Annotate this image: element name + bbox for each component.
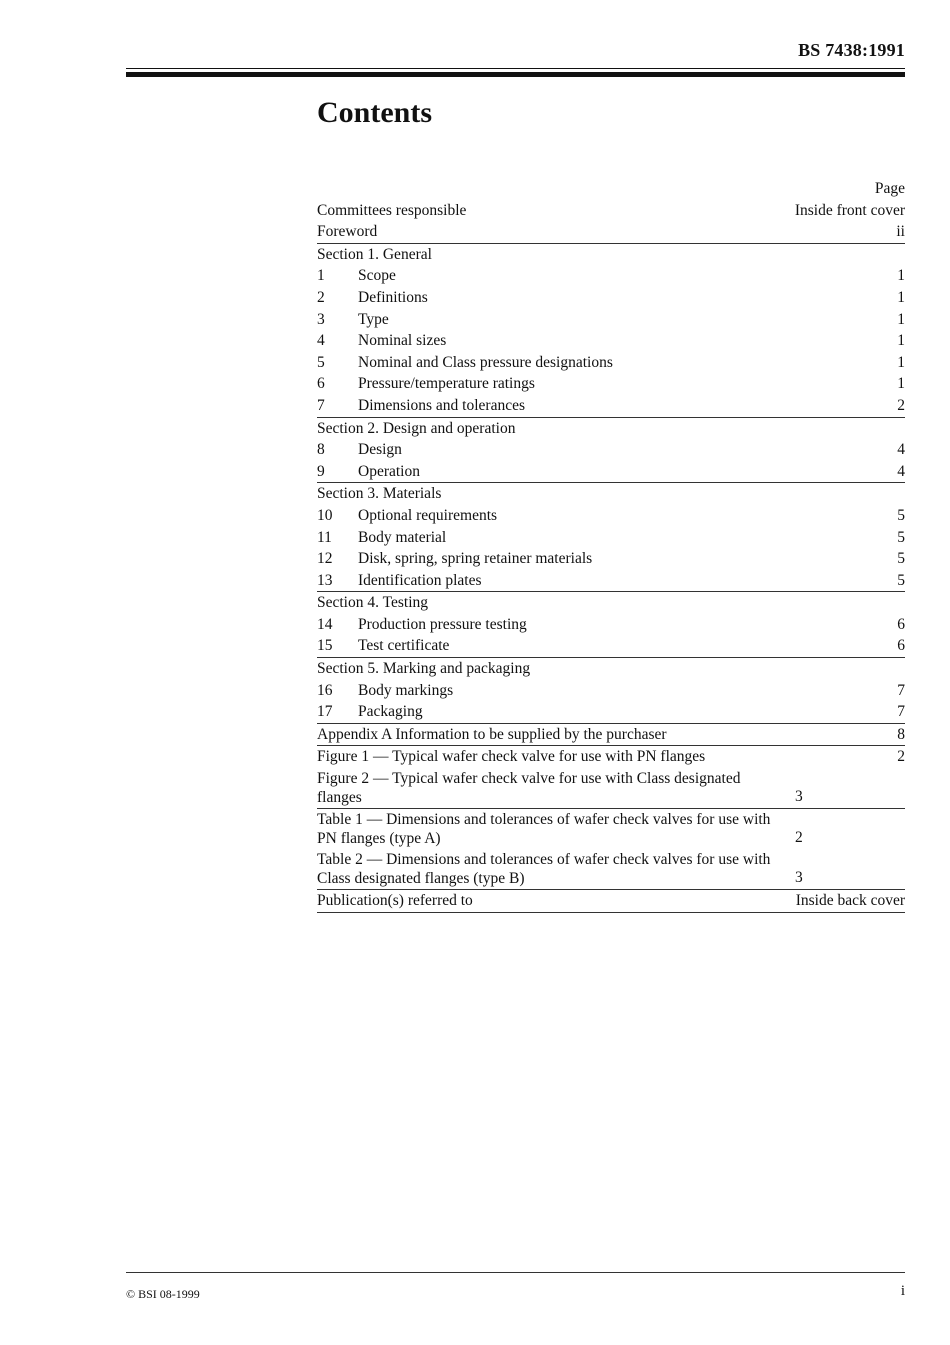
entry-title: Disk, spring, spring retainer materials <box>358 550 593 568</box>
toc-entry <box>317 570 905 593</box>
toc-entry <box>317 635 905 658</box>
entry-title: Body material <box>358 528 447 546</box>
toc-entry <box>317 309 905 331</box>
clause-number: 5 <box>317 353 325 371</box>
toc-entry <box>317 461 905 484</box>
entry-title: Publication(s) referred to <box>317 892 473 910</box>
document-code: BS 7438:1991 <box>798 40 905 60</box>
entry-page: 2 <box>897 748 905 766</box>
clause-number: 7 <box>317 396 325 414</box>
entry-title: Packaging <box>358 703 423 721</box>
entry-title: Table 2 — Dimensions and tolerances of wafer check valves for use with Class designated flanges (type B) <box>317 851 771 888</box>
entry-page: 7 <box>897 681 905 699</box>
clause-number: 10 <box>317 506 333 524</box>
entry-page: 6 <box>897 615 905 633</box>
entry-title: Foreword <box>317 223 378 241</box>
clause-number: 15 <box>317 637 333 655</box>
toc-entry <box>317 287 905 309</box>
clause-number: 16 <box>317 681 333 699</box>
entry-title: Definitions <box>358 288 428 306</box>
toc-entry <box>317 614 905 636</box>
entry-page: 4 <box>897 441 905 459</box>
entry-title: Nominal and Class pressure designations <box>358 353 613 371</box>
entry-page: 1 <box>897 375 905 393</box>
clause-number: 6 <box>317 375 325 393</box>
entry-page: 8 <box>897 725 905 743</box>
toc-entry <box>317 527 905 549</box>
entry-page: 5 <box>897 506 905 524</box>
toc-entry <box>317 221 905 244</box>
entry-page: 3 <box>795 788 803 806</box>
section-title: Section 5. Marking and packaging <box>317 660 531 678</box>
toc-entry <box>317 505 905 527</box>
entry-title: Dimensions and tolerances <box>358 396 526 414</box>
toc-page-column-header: Page <box>874 180 905 197</box>
entry-page: 5 <box>897 550 905 568</box>
toc-section-heading <box>317 418 905 440</box>
clause-number: 1 <box>317 267 325 285</box>
entry-title: Identification plates <box>358 571 482 589</box>
page-number: i <box>900 1283 905 1299</box>
page-title: Contents <box>317 96 433 129</box>
entry-page: ii <box>896 223 905 241</box>
entry-page: 7 <box>897 703 905 721</box>
toc-entry <box>317 265 905 287</box>
entry-title: Operation <box>358 462 420 480</box>
entry-page: 4 <box>897 462 905 480</box>
toc-section-heading <box>317 592 905 614</box>
entry-page: Inside front cover <box>794 201 905 219</box>
copyright-notice: © BSI 08-1999 <box>126 1287 200 1301</box>
section-title: Section 1. General <box>317 245 432 263</box>
entry-title: Appendix A Information to be supplied by the purchaser <box>317 725 667 743</box>
entry-title: Optional requirements <box>358 506 498 524</box>
toc-entry <box>317 680 905 702</box>
entry-title: Production pressure testing <box>358 615 527 633</box>
entry-title: Test certificate <box>358 637 450 655</box>
entry-title: Table 1 — Dimensions and tolerances of wafer check valves for use with PN flanges (type A) <box>317 811 771 848</box>
toc-entry <box>317 352 905 374</box>
toc-entry <box>317 746 905 768</box>
toc-rows <box>317 200 905 913</box>
clause-number: 14 <box>317 615 333 633</box>
entry-page: 6 <box>897 637 905 655</box>
toc-entry <box>317 330 905 352</box>
toc-section-heading <box>317 483 905 505</box>
clause-number: 12 <box>317 550 333 568</box>
entry-page: 1 <box>897 288 905 306</box>
clause-number: 13 <box>317 571 333 589</box>
entry-page: 1 <box>897 310 905 328</box>
clause-number: 4 <box>317 332 325 350</box>
toc-entry <box>317 724 905 747</box>
toc-section-heading <box>317 658 905 680</box>
entry-title: Scope <box>358 267 396 285</box>
toc-section-heading <box>317 244 905 266</box>
clause-number: 17 <box>317 703 333 721</box>
clause-number: 2 <box>317 288 325 306</box>
clause-number: 9 <box>317 462 325 480</box>
toc-entry <box>317 373 905 395</box>
table-of-contents <box>317 178 905 913</box>
entry-page: 3 <box>795 869 803 887</box>
toc-entry <box>317 701 905 724</box>
entry-title: Pressure/temperature ratings <box>358 375 535 393</box>
toc-entry <box>317 768 905 809</box>
entry-page: 5 <box>897 528 905 546</box>
entry-title: Type <box>358 310 389 328</box>
header-rule-thick <box>126 72 905 77</box>
clause-number: 3 <box>317 310 325 328</box>
clause-number: 8 <box>317 441 325 459</box>
section-title: Section 3. Materials <box>317 485 442 503</box>
entry-title: Design <box>358 441 402 459</box>
toc-entry <box>317 849 905 890</box>
footer-rule <box>126 1272 905 1273</box>
entry-page: 2 <box>897 396 905 414</box>
entry-title: Body markings <box>358 681 454 699</box>
entry-page: 2 <box>795 829 803 847</box>
toc-entry <box>317 548 905 570</box>
entry-title: Committees responsible <box>317 201 467 219</box>
entry-title: Figure 1 — Typical wafer check valve for use with PN flanges <box>317 748 706 766</box>
toc-entry <box>317 809 905 849</box>
entry-title: Nominal sizes <box>358 332 447 350</box>
entry-page: 1 <box>897 267 905 285</box>
header-rule-thin <box>126 68 905 69</box>
entry-page: Inside back cover <box>795 892 905 910</box>
toc-entry <box>317 890 905 913</box>
toc-entry <box>317 439 905 461</box>
entry-page: 5 <box>897 571 905 589</box>
entry-title: Figure 2 — Typical wafer check valve for use with Class designated flanges <box>317 770 741 807</box>
clause-number: 11 <box>317 528 332 546</box>
section-title: Section 4. Testing <box>317 594 428 612</box>
section-title: Section 2. Design and operation <box>317 419 516 437</box>
toc-entry <box>317 200 905 222</box>
entry-page: 1 <box>897 353 905 371</box>
entry-page: 1 <box>897 332 905 350</box>
toc-entry <box>317 395 905 418</box>
